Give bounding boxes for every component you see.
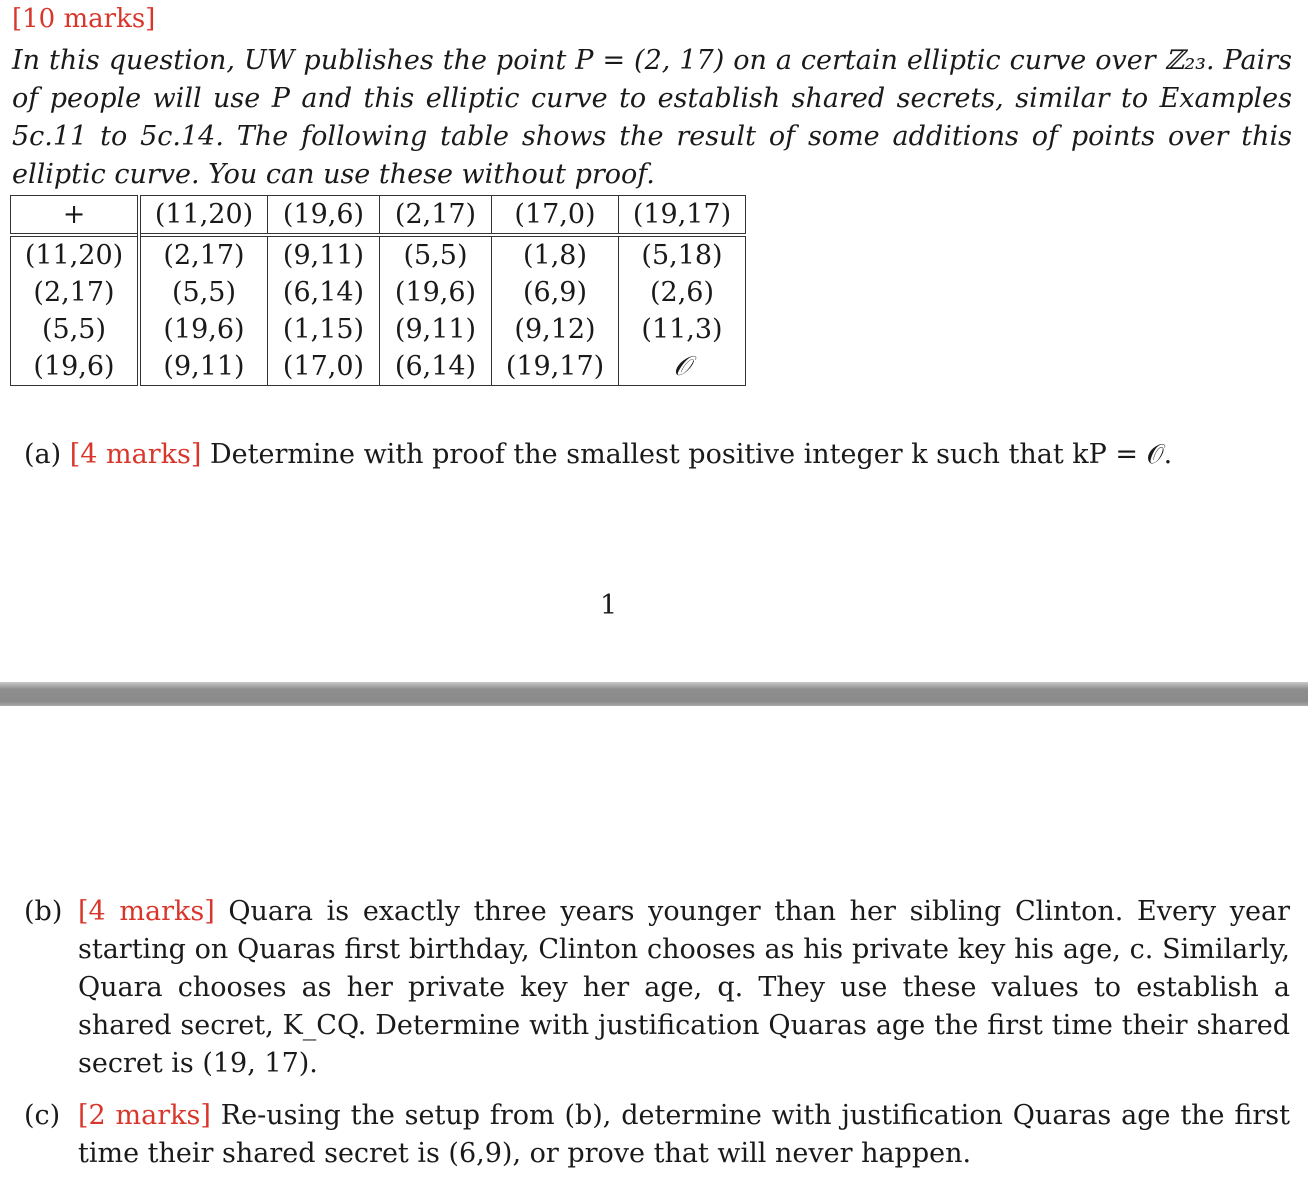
table-row (11, 235, 746, 274)
table-header-row (11, 196, 746, 236)
part-a (24, 436, 1172, 474)
table-cell: (1,8) (492, 235, 619, 274)
point-addition-table (10, 195, 746, 386)
column-header: (2,17) (380, 196, 492, 236)
column-header: (19,17) (619, 196, 746, 236)
table-cell: (6,14) (268, 274, 380, 311)
table-cell: (6,9) (492, 274, 619, 311)
table-cell: 𝒪 (619, 348, 746, 386)
part-c-label: (c) (24, 1100, 61, 1131)
table-cell: (19,17) (492, 348, 619, 386)
row-header: (11,20) (11, 235, 140, 274)
part-a-marks: [4 marks] (69, 439, 202, 470)
row-header: (19,6) (11, 348, 140, 386)
part-b (24, 893, 1290, 1083)
part-b-label: (b) (24, 896, 63, 927)
row-header: (2,17) (11, 274, 140, 311)
table-cell: (19,6) (139, 311, 268, 348)
table-cell: (2,17) (139, 235, 268, 274)
part-c-text: Re-using the setup from (b), determine with justification Quaras age the first time their shared secret is (6,9), or prove that will never happen. (78, 1100, 1290, 1169)
column-header: (11,20) (139, 196, 268, 236)
table-cell: (5,5) (380, 235, 492, 274)
table-corner: + (11, 196, 140, 236)
table-cell: (2,6) (619, 274, 746, 311)
table-cell: (9,11) (268, 235, 380, 274)
table-cell: (5,5) (139, 274, 268, 311)
page-separator (0, 682, 1308, 706)
part-a-label: (a) (24, 439, 62, 470)
column-header: (19,6) (268, 196, 380, 236)
column-header: (17,0) (492, 196, 619, 236)
part-c (24, 1097, 1290, 1173)
page-2 (0, 706, 1308, 1192)
table-row (11, 348, 746, 386)
table-cell: (17,0) (268, 348, 380, 386)
question-marks: [10 marks] (12, 4, 156, 34)
page-number: 1 (600, 590, 618, 621)
table-cell: (9,11) (139, 348, 268, 386)
table-cell: (9,11) (380, 311, 492, 348)
part-c-marks: [2 marks] (78, 1100, 211, 1131)
table-cell: (6,14) (380, 348, 492, 386)
table-cell: (11,3) (619, 311, 746, 348)
part-a-text: Determine with proof the smallest positive integer k such that kP = 𝒪. (210, 439, 1173, 470)
question-intro: In this question, UW publishes the point P = (2, 17) on a certain elliptic curve over ℤ₂₃. Pairs of people will use P and this elliptic curve to establish shared secrets, similar to Examples 5c.11 to 5c.14. The following table shows the result of some additions of points over this elliptic curve. You can use these without proof. (12, 45, 1292, 190)
row-header: (5,5) (11, 311, 140, 348)
table-cell: (1,15) (268, 311, 380, 348)
table-cell: (5,18) (619, 235, 746, 274)
table-cell: (19,6) (380, 274, 492, 311)
table-row (11, 274, 746, 311)
table-cell: (9,12) (492, 311, 619, 348)
table-row (11, 311, 746, 348)
part-b-marks: [4 marks] (78, 896, 215, 927)
part-b-text: Quara is exactly three years younger than her sibling Clinton. Every year starting on Quaras first birthday, Clinton chooses as his private key his age, c. Similarly, Quara chooses as her private key her age, q. They use these values to establish a shared secret, K_CQ. Determine with justification Quaras age the first time their shared secret is (19, 17). (78, 896, 1290, 1079)
